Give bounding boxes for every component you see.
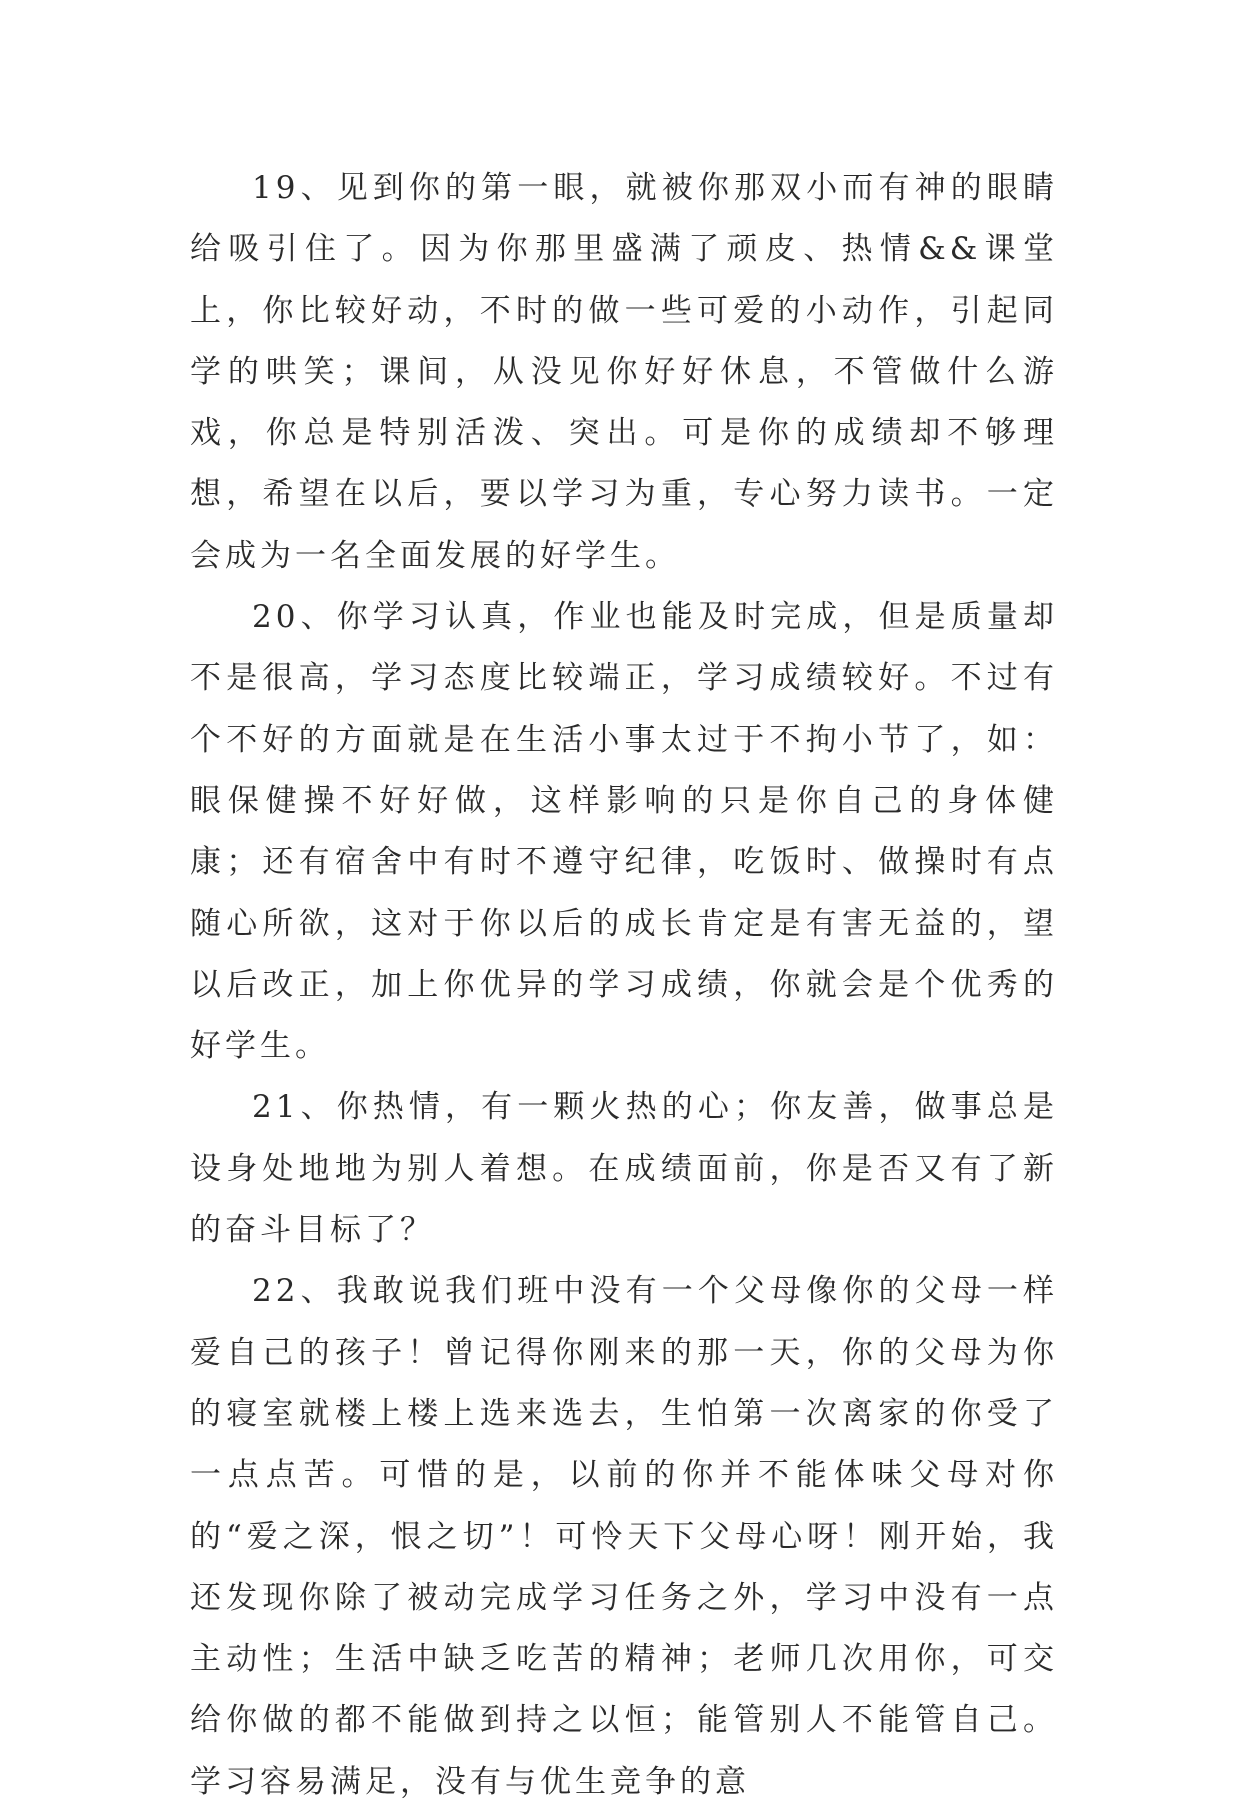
paragraph-20: 20、你学习认真，作业也能及时完成，但是质量却不是很高，学习态度比较端正，学习成绩较好。不过有个不好的方面就是在生活小事太过于不拘小节了，如：眼保健操不好好做，这样影响的只是你自己的身体健康；还有宿舍中有时不遵守纪律，吃饭时、做操时有点随心所欲，这对于你以后的成长肯定是有害无益的，望以后改正，加上你优异的学习成绩，你就会是个优秀的好学生。 xyxy=(190,599,1058,1065)
document-body xyxy=(190,158,1058,1813)
paragraph-19: 19、见到你的第一眼，就被你那双小而有神的眼睛给吸引住了。因为你那里盛满了顽皮、热情&&课堂上，你比较好动，不时的做一些可爱的小动作，引起同学的哄笑；课间，从没见你好好休息，不管做什么游戏，你总是特别活泼、突出。可是你的成绩却不够理想，希望在以后，要以学习为重，专心努力读书。一定会成为一名全面发展的好学生。 xyxy=(190,170,1058,574)
paragraph-22: 22、我敢说我们班中没有一个父母像你的父母一样爱自己的孩子！曾记得你刚来的那一天，你的父母为你的寝室就楼上楼上选来选去，生怕第一次离家的你受了一点点苦。可惜的是，以前的你并不能体味父母对你的“爱之深，恨之切”！可怜天下父母心呀！刚开始，我还发现你除了被动完成学习任务之外，学习中没有一点主动性；生活中缺乏吃苦的精神；老师几次用你，可交给你做的都不能做到持之以恒；能管别人不能管自己。学习容易满足，没有与优生竞争的意 xyxy=(190,1273,1058,1800)
paragraph-21: 21、你热情，有一颗火热的心；你友善，做事总是设身处地地为别人着想。在成绩面前，你是否又有了新的奋斗目标了？ xyxy=(190,1089,1058,1249)
